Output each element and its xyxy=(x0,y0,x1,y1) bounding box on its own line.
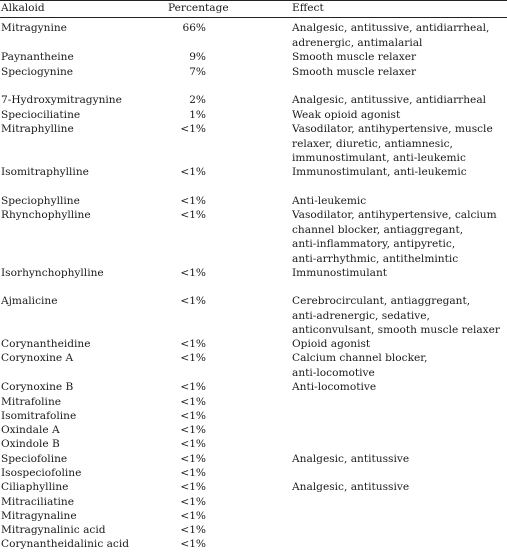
alkaloid-effect xyxy=(292,351,504,380)
header-rule xyxy=(0,17,507,18)
alkaloid-percentage: <1% xyxy=(180,381,206,393)
alkaloid-name: Isomitraphylline xyxy=(1,166,89,178)
alkaloid-percentage: 9% xyxy=(189,51,206,63)
alkaloid-name: Mitragynine xyxy=(1,22,67,34)
alkaloid-percentage: <1% xyxy=(180,295,206,307)
effect-line: immunostimulant, anti-leukemic xyxy=(292,152,466,165)
effect-line: anti-locomotive xyxy=(292,366,375,379)
alkaloid-percentage: <1% xyxy=(180,352,206,364)
alkaloid-effect xyxy=(292,122,504,166)
alkaloid-effect xyxy=(292,208,504,266)
effect-line: anti-adrenergic, sedative, xyxy=(292,309,430,322)
alkaloid-percentage: <1% xyxy=(180,396,206,408)
effect-line: anticonvulsant, smooth muscle relaxer xyxy=(292,324,500,337)
alkaloid-name: Speciogynine xyxy=(1,66,74,78)
effect-line: Smooth muscle relaxer xyxy=(292,66,417,78)
alkaloid-effect xyxy=(292,65,504,80)
alkaloid-percentage: <1% xyxy=(180,209,206,221)
alkaloid-percentage: <1% xyxy=(180,195,206,207)
alkaloid-percentage: <1% xyxy=(180,438,206,450)
alkaloid-name: Mitragynaline xyxy=(1,510,77,522)
effect-line: Anti-locomotive xyxy=(292,381,377,393)
alkaloid-name: Mitraciliatine xyxy=(1,496,75,508)
alkaloid-name: Isorhynchophylline xyxy=(1,267,104,279)
alkaloid-name: Mitragynalinic acid xyxy=(1,524,106,536)
effect-line: anti-inflammatory, antipyretic, xyxy=(292,238,456,251)
alkaloid-name: Speciofoline xyxy=(1,453,68,465)
alkaloid-name: Ciliaphylline xyxy=(1,481,69,493)
effect-line: Weak opioid agonist xyxy=(292,109,401,121)
alkaloid-effect xyxy=(292,337,504,352)
alkaloid-effect xyxy=(292,266,504,281)
effect-line: Analgesic, antitussive xyxy=(292,453,410,465)
header-percentage: Percentage xyxy=(168,2,229,14)
effect-line: Vasodilator, antihypertensive, calcium xyxy=(292,209,497,221)
alkaloid-name: Corynantheidalinic acid xyxy=(1,538,130,550)
alkaloid-name: Speciociliatine xyxy=(1,109,81,121)
header-effect: Effect xyxy=(292,2,324,14)
alkaloid-percentage: <1% xyxy=(180,538,206,550)
alkaloid-percentage: <1% xyxy=(180,496,206,508)
alkaloid-effect xyxy=(292,93,504,108)
effect-line: Cerebrocirculant, antiaggregant, xyxy=(292,295,471,307)
alkaloid-percentage: 2% xyxy=(189,94,206,106)
effect-line: relaxer, diuretic, antiamnesic, xyxy=(292,137,453,150)
effect-line: Immunostimulant, anti-leukemic xyxy=(292,166,467,178)
alkaloid-name: Isospeciofoline xyxy=(1,467,82,479)
effect-line: channel blocker, antiaggregant, xyxy=(292,223,464,236)
alkaloid-name: Corynantheidine xyxy=(1,338,91,350)
alkaloid-name: Corynoxine A xyxy=(1,352,74,364)
alkaloid-effect xyxy=(292,380,504,395)
alkaloid-name: Corynoxine B xyxy=(1,381,74,393)
alkaloid-percentage: <1% xyxy=(180,510,206,522)
table-top-rule xyxy=(0,0,507,1)
alkaloid-name: Mitrafoline xyxy=(1,396,62,408)
alkaloid-name: 7-Hydroxymitragynine xyxy=(1,94,122,106)
effect-line: Calcium channel blocker, xyxy=(292,352,428,364)
alkaloid-percentage: 7% xyxy=(189,66,206,78)
alkaloid-percentage: <1% xyxy=(180,481,206,493)
effect-line: Analgesic, antitussive xyxy=(292,481,410,493)
effect-line: Analgesic, antitussive, antidiarrheal xyxy=(292,94,487,106)
effect-line: Vasodilator, antihypertensive, muscle xyxy=(292,123,493,135)
alkaloid-name: Isomitrafoline xyxy=(1,410,77,422)
alkaloid-percentage: <1% xyxy=(180,166,206,178)
alkaloid-effect xyxy=(292,50,504,65)
alkaloid-percentage: <1% xyxy=(180,267,206,279)
alkaloid-name: Ajmalicine xyxy=(1,295,58,307)
effect-line: anti-arrhythmic, antithelmintic xyxy=(292,252,459,265)
alkaloid-percentage: <1% xyxy=(180,524,206,536)
alkaloid-effect xyxy=(292,452,504,467)
alkaloid-name: Paynantheine xyxy=(1,51,74,63)
alkaloid-name: Oxindale A xyxy=(1,424,60,436)
alkaloid-percentage: <1% xyxy=(180,424,206,436)
effect-line: adrenergic, antimalarial xyxy=(292,36,423,49)
alkaloid-effect xyxy=(292,165,504,180)
effect-line: Immunostimulant xyxy=(292,267,388,279)
alkaloid-effect xyxy=(292,194,504,209)
effect-line: Anti-leukemic xyxy=(292,195,367,207)
alkaloid-percentage: <1% xyxy=(180,467,206,479)
alkaloid-percentage: <1% xyxy=(180,123,206,135)
effect-line: Opioid agonist xyxy=(292,338,371,350)
alkaloid-name: Rhynchophylline xyxy=(1,209,91,221)
alkaloid-effect xyxy=(292,21,504,50)
alkaloid-percentage: <1% xyxy=(180,410,206,422)
alkaloid-percentage: <1% xyxy=(180,338,206,350)
alkaloid-effect xyxy=(292,294,504,338)
alkaloid-effect xyxy=(292,480,504,495)
effect-line: Smooth muscle relaxer xyxy=(292,51,417,63)
alkaloid-name: Mitraphylline xyxy=(1,123,74,135)
alkaloid-effect xyxy=(292,108,504,123)
effect-line: Analgesic, antitussive, antidiarrheal, xyxy=(292,22,490,34)
alkaloid-name: Oxindole B xyxy=(1,438,60,450)
alkaloid-percentage: 66% xyxy=(182,22,206,34)
alkaloid-name: Speciophylline xyxy=(1,195,80,207)
alkaloid-percentage: 1% xyxy=(189,109,206,121)
alkaloid-percentage: <1% xyxy=(180,453,206,465)
header-alkaloid: Alkaloid xyxy=(1,2,45,14)
